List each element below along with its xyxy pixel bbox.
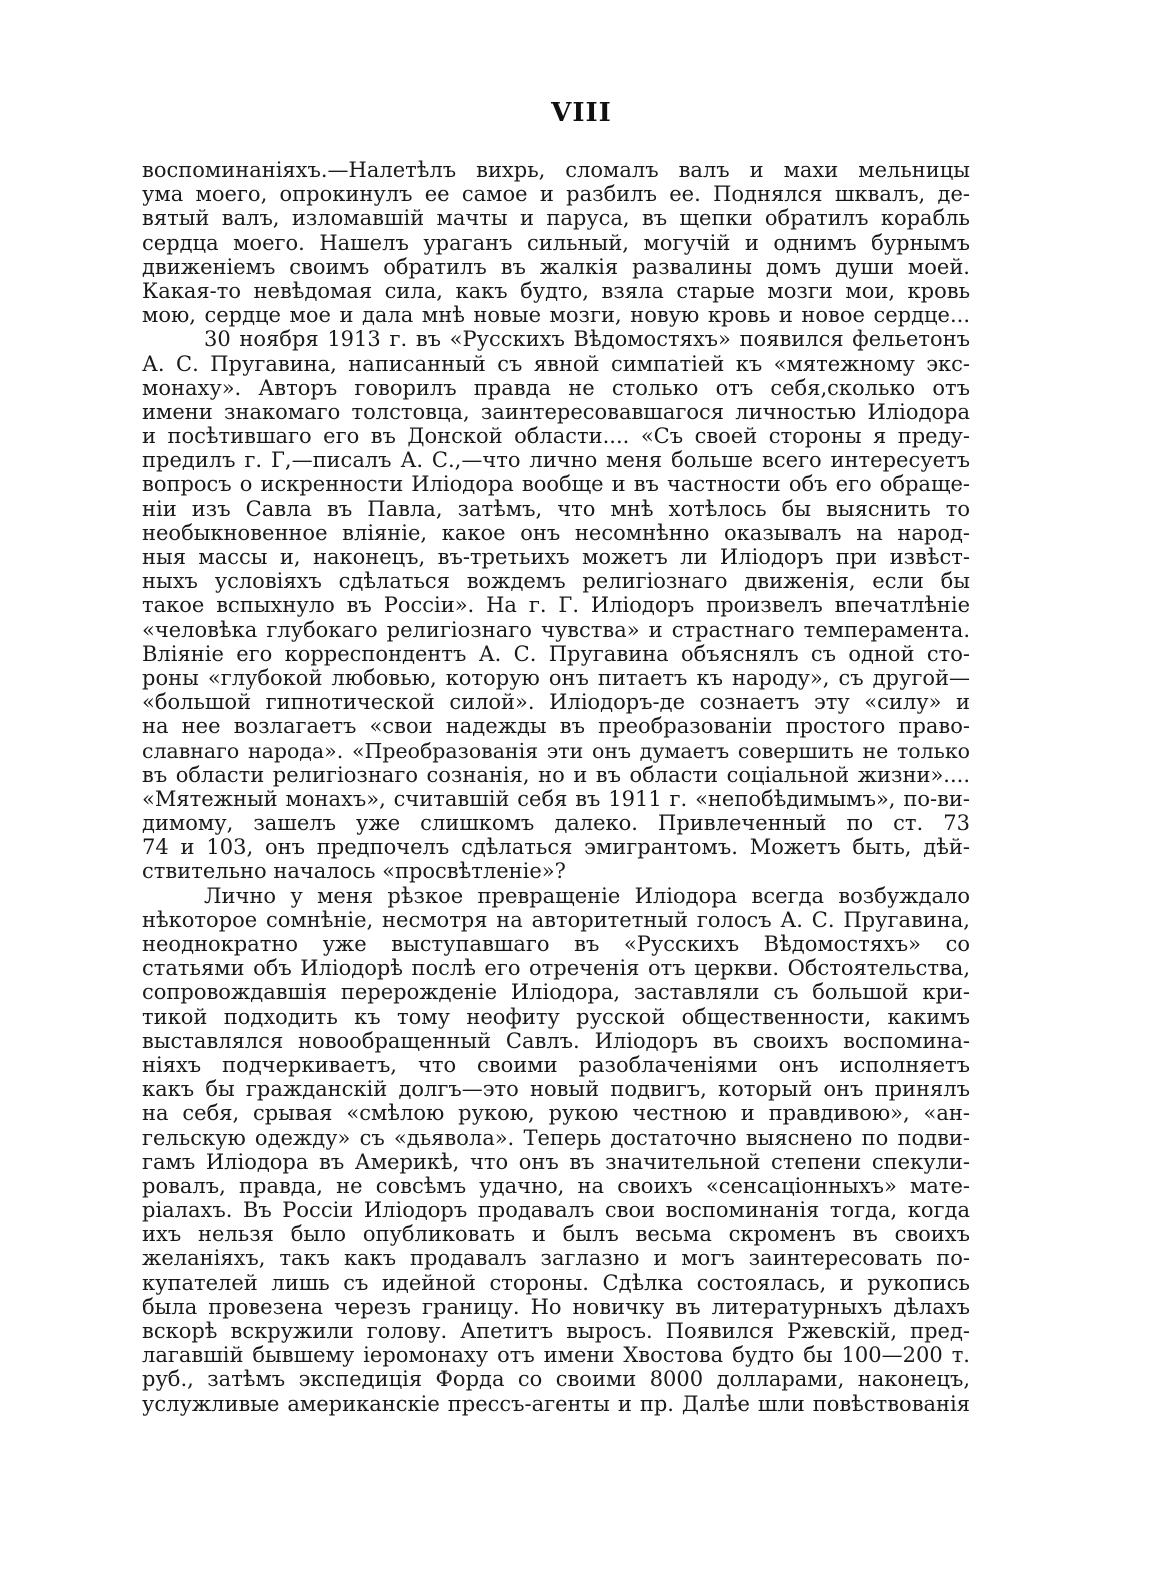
text-line: нѣкоторое сомнѣнiе, несмотря на авторитетный голосъ А. С. Пругавина, bbox=[142, 907, 970, 932]
text-line: Влiянiе его корреспондентъ А. С. Пругавина объяснялъ съ одной сто- bbox=[142, 641, 970, 666]
text-line: движенiемъ своимъ обратилъ въ жалкiя развалины домъ души моей. bbox=[142, 254, 970, 279]
paragraph-end-line: ствительно началось «просвѣтленiе»? bbox=[142, 859, 566, 884]
text-line: нiяхъ подчеркиваетъ, что своими разоблаченiями онъ исполняетъ bbox=[142, 1052, 970, 1077]
text-line: купателей лишь съ идейной стороны. Сдѣлка состоялась, и рукопись bbox=[142, 1270, 970, 1295]
text-line: сердца моего. Нашелъ ураганъ сильный, могучiй и однимъ бурнымъ bbox=[142, 230, 970, 255]
text-line: услужливые американскiе прессъ-агенты и пр. Далѣе шли повѣствованiя bbox=[142, 1391, 970, 1416]
text-line: желанiяхъ, такъ какъ продавалъ заглазно и могъ заинтересовать по- bbox=[142, 1246, 970, 1271]
text-line: такое вспыхнуло въ Россiи». На г. Г. Илiодоръ произвелъ впечатлѣнiе bbox=[142, 593, 970, 618]
text-line: руб., затѣмъ экспедицiя Форда со своими 8000 долларами, наконецъ, bbox=[142, 1367, 970, 1392]
text-line: «человѣка глубокаго религiознаго чувства» и страстнаго темперамента. bbox=[142, 617, 970, 642]
text-line: ныя массы и, наконецъ, въ-третьихъ можетъ ли Илiодоръ при извѣст- bbox=[142, 545, 970, 569]
text-line: имени знакомаго толстовца, заинтересовавшагося личностью Илiодора bbox=[142, 399, 970, 424]
text-line: рiалахъ. Въ Россiи Илiодоръ продавалъ свои воспоминанiя тогда, когда bbox=[142, 1198, 970, 1223]
text-line: Какая-то невѣдомая сила, какъ будто, взяла старые мозги мои, кровь bbox=[142, 278, 970, 303]
text-line: на себя, срывая «смѣлою рукою, рукою честною и правдивою», «ан- bbox=[142, 1101, 970, 1126]
text-line: вскорѣ вскружили голову. Апетитъ выросъ. Появился Ржевскiй, пред- bbox=[142, 1319, 970, 1343]
page-number: VIII bbox=[551, 98, 612, 128]
text-line: сопровождавшiя перерожденiе Илiодора, заставляли съ большой кри- bbox=[142, 980, 970, 1005]
text-line: гамъ Илiодора въ Америкѣ, что онъ въ значительной степени спекули- bbox=[142, 1149, 970, 1174]
text-line: выставлялся новообращенный Савлъ. Илiодоръ въ своихъ воспомина- bbox=[142, 1028, 970, 1053]
text-line: димому, зашелъ уже слишкомъ далеко. Привлеченный по ст. 73 bbox=[142, 811, 970, 836]
text-line: была провезена черезъ границу. Но новичку въ литературныхъ дѣлахъ bbox=[142, 1294, 970, 1319]
text-line: лагавшiй бывшему iеромонаху отъ имени Хвостова будто бы 100—200 т. bbox=[142, 1343, 970, 1368]
paragraph-start-line: Лично у меня рѣзкое превращенiе Илiодора всегда возбуждало bbox=[204, 883, 970, 908]
text-line: «Мятежный монахъ», считавшiй себя въ 1911 г. «непобѣдимымъ», по-ви- bbox=[142, 786, 970, 811]
text-line: гельскую одежду» съ «дьявола». Теперь достаточно выяснено по подви- bbox=[142, 1125, 970, 1150]
text-line: статьями объ Илiодорѣ послѣ его отреченiя отъ церкви. Обстоятельства, bbox=[142, 956, 970, 981]
text-line: А. С. Пругавина, написанный съ явной симпатiей къ «мятежному экс- bbox=[142, 351, 970, 376]
text-line: неоднократно уже выступавшаго въ «Русскихъ Вѣдомостяхъ» со bbox=[142, 932, 970, 956]
text-line: воспоминанiяхъ.—Налетѣлъ вихрь, сломалъ валъ и махи мельницы bbox=[142, 158, 970, 182]
text-line: 74 и 103, онъ предпочелъ сдѣлаться эмигрантомъ. Можетъ быть, дѣй- bbox=[142, 835, 970, 860]
text-line: ныхъ условiяхъ сдѣлаться вождемъ религiознаго движенiя, если бы bbox=[142, 569, 970, 594]
text-line: нiи изъ Савла въ Павла, затѣмъ, что мнѣ хотѣлось бы выяснить то bbox=[142, 496, 970, 521]
text-line: ровалъ, правда, не совсѣмъ удачно, на своихъ «сенсацiонныхъ» мате- bbox=[142, 1173, 970, 1198]
text-line: вопросъ о искренности Илiодора вообще и въ частности объ его обраще- bbox=[142, 472, 970, 497]
text-line: славнаго народа». «Преобразованiя эти онъ думаетъ совершить не только bbox=[142, 738, 970, 763]
text-line: въ области религiознаго сознанiя, но и въ области соцiальной жизни».... bbox=[142, 762, 970, 787]
text-line: на нее возлагаетъ «свои надежды въ преобразованiи простого право- bbox=[142, 714, 970, 739]
text-line: мою, сердце мое и дала мнѣ новые мозги, новую кровь и новое сердце... bbox=[142, 303, 970, 328]
text-line: ихъ нельзя было опубликовать и былъ весьма скроменъ въ своихъ bbox=[142, 1222, 970, 1247]
text-line: ума моего, опрокинулъ ее самое и разбилъ ее. Поднялся шквалъ, де- bbox=[142, 182, 970, 207]
text-line: вятый валъ, изломавшiй мачты и паруса, въ щепки обратилъ корабль bbox=[142, 206, 970, 231]
text-line: необыкновенное влiянiе, какое онъ несомнѣнно оказывалъ на народ- bbox=[142, 520, 970, 545]
text-line: тикой подходить къ тому неофиту русской общественности, какимъ bbox=[142, 1004, 970, 1029]
paragraph-start-line: 30 ноября 1913 г. въ «Русскихъ Вѣдомостяхъ» появился фельетонъ bbox=[204, 327, 970, 352]
text-line: какъ бы гражданскiй долгъ—это новый подвигъ, который онъ принялъ bbox=[142, 1077, 970, 1102]
text-line: монаху». Авторъ говорилъ правда не столько отъ себя,сколько отъ bbox=[142, 375, 970, 400]
text-line: роны «глубокой любовью, которую онъ питаетъ къ народу», съ другой— bbox=[142, 665, 970, 690]
text-line: предилъ г. Г,—писалъ А. С.,—что лично меня больше всего интересуетъ bbox=[142, 448, 970, 473]
body-text bbox=[142, 158, 970, 1416]
text-line: «большой гипнотической силой». Илiодоръ-де сознаетъ эту «силу» и bbox=[142, 690, 970, 715]
text-line: и посѣтившаго его въ Донской области.... «Съ своей стороны я преду- bbox=[142, 424, 970, 449]
